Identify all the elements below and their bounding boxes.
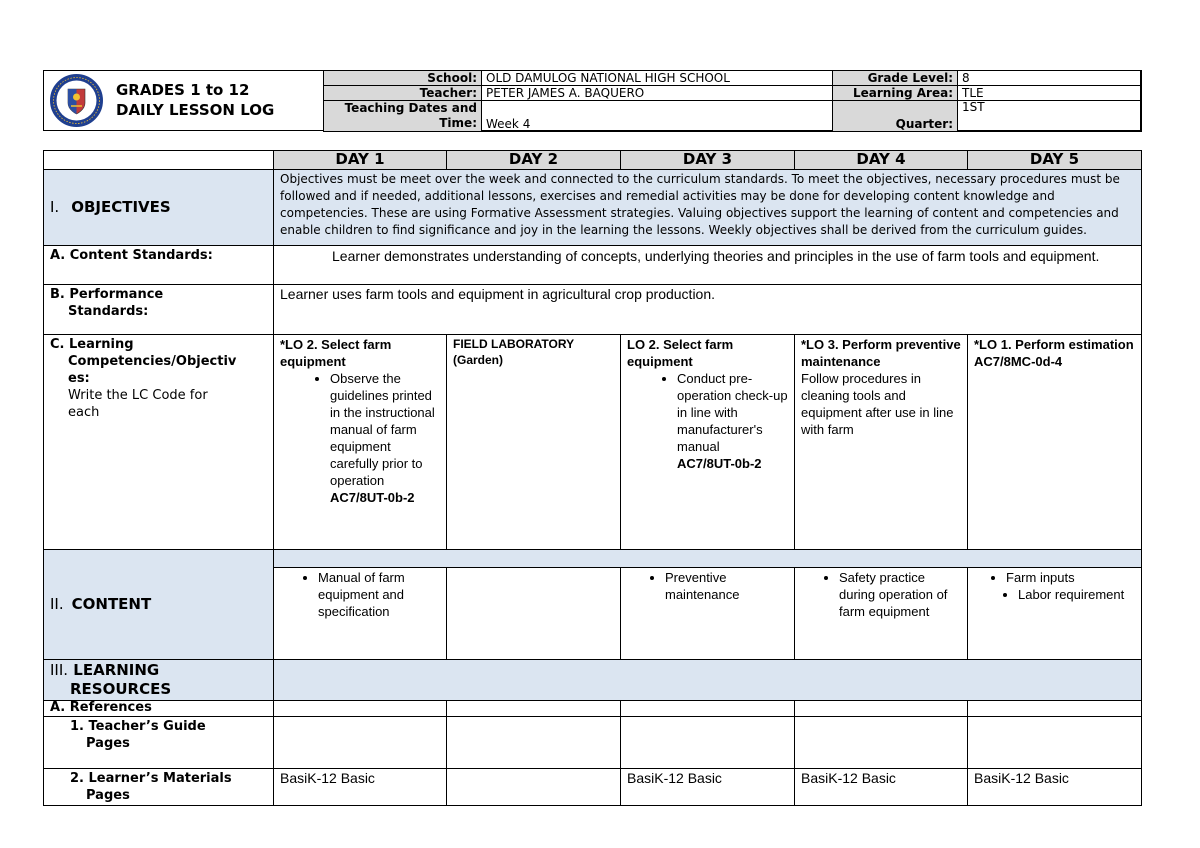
teachers-guide-day-4	[795, 717, 968, 769]
lc-day-2	[447, 335, 621, 550]
log-title	[116, 80, 274, 120]
teachers-guide-day-5	[968, 717, 1142, 769]
day-header-blank	[44, 151, 274, 170]
references-day-1	[274, 701, 447, 717]
learners-materials-day-3: BasiK-12 Basic	[621, 769, 795, 806]
references-day-3	[621, 701, 795, 717]
performance-standards-label-line1: B. Performance	[50, 287, 164, 302]
teacher-label: Teacher:	[324, 86, 482, 101]
lc-day-5	[968, 335, 1142, 550]
learning-competencies-row	[44, 335, 1142, 550]
content-day-5-item-a: • Farm inputs	[1006, 569, 1135, 586]
grade-level-label: Grade Level:	[833, 71, 958, 86]
header-info-table	[323, 70, 1142, 132]
performance-standards-text: Learner uses farm tools and equipment in agricultural crop production.	[274, 285, 1142, 335]
learners-materials-label	[44, 769, 274, 806]
content-day-4	[795, 568, 968, 660]
learning-resources-num: III.	[50, 661, 69, 679]
lc-day-1-title: *LO 2. Select farm equipment	[280, 337, 392, 369]
teachers-guide-label	[44, 717, 274, 769]
learners-materials-day-5: BasiK-12 Basic	[968, 769, 1142, 806]
performance-standards-label	[44, 285, 274, 335]
teaching-dates-label-line2: Time:	[439, 116, 477, 130]
content-day-4-list	[801, 569, 961, 620]
content-day-5-item-b: • Labor requirement	[1018, 586, 1135, 603]
day-2-header: DAY 2	[447, 151, 621, 170]
learners-materials-row	[44, 769, 1142, 806]
performance-standards-label-line2: Standards:	[68, 304, 149, 319]
teaching-dates-label-line1: Teaching Dates and	[344, 101, 477, 115]
learning-competencies-label-line4: Write the LC Code for	[68, 388, 208, 403]
references-day-2	[447, 701, 621, 717]
lc-day-4	[795, 335, 968, 550]
day-3-header: DAY 3	[621, 151, 795, 170]
teaching-dates-label	[324, 101, 482, 132]
quarter-value: 1ST	[958, 101, 1142, 132]
content-day-4-item: • Safety practice during operation of farm equipment	[839, 569, 961, 620]
objectives-label	[44, 170, 274, 246]
lc-day-5-title: *LO 1. Perform estimation	[974, 337, 1134, 352]
lc-day-1	[274, 335, 447, 550]
lc-day-3-bullet	[677, 370, 788, 472]
objectives-num: I.	[50, 198, 60, 216]
teachers-guide-day-3	[621, 717, 795, 769]
teachers-guide-day-1	[274, 717, 447, 769]
content-day-1-list	[280, 569, 440, 620]
learners-materials-day-1: BasiK-12 Basic	[274, 769, 447, 806]
lc-day-4-text: Follow procedures in cleaning tools and equipment after use in line with farm	[801, 371, 954, 437]
content-day-5-sublist	[974, 586, 1135, 603]
lc-day-1-bullet-text: Observe the guidelines printed in the instructional manual of farm equipment carefully prior to operation	[330, 371, 435, 488]
content-day-3-list	[627, 569, 788, 603]
learning-competencies-label	[44, 335, 274, 550]
content-title: CONTENT	[71, 595, 152, 613]
objectives-note: Objectives must be meet over the week and connected to the curriculum standards. To meet the objectives, necessary procedures must be followed and if needed, additional lessons, exercises and remedial activities may be done for developing content knowledge and competencies. These are using Formative Assessment strategies. Valuing objectives support the learning of content and competencies and enable children to find significance and joy in the learning the lessons. Weekly objectives shall be derived from the curriculum guides.	[274, 170, 1142, 246]
lc-day-3-title: LO 2. Select farm equipment	[627, 337, 734, 369]
content-num: II.	[50, 595, 64, 613]
teachers-guide-label-line1: 1. Teacher’s Guide	[70, 719, 206, 734]
references-row	[44, 701, 1142, 717]
learning-resources-label	[44, 660, 274, 701]
learning-resources-shade	[274, 660, 1142, 701]
content-shade-bar	[274, 550, 1142, 568]
content-day-3-item: • Preventive maintenance	[665, 569, 788, 603]
learning-area-value: TLE	[958, 86, 1142, 101]
learning-area-label: Learning Area:	[833, 86, 958, 101]
objectives-row	[44, 170, 1142, 246]
learning-competencies-label-line2: Competencies/Objectiv	[68, 354, 237, 369]
day-header-row	[44, 151, 1142, 170]
references-day-5	[968, 701, 1142, 717]
content-day-5	[968, 568, 1142, 660]
lc-day-1-code: AC7/8UT-0b-2	[330, 490, 415, 505]
learning-competencies-label-line5: each	[68, 405, 100, 420]
objectives-title: OBJECTIVES	[71, 198, 171, 216]
lc-day-3-bullet-text: Conduct pre-operation check-up in line with manufacturer's manual	[677, 371, 788, 454]
learning-resources-row	[44, 660, 1142, 701]
log-title-line1: GRADES 1 to 12	[116, 81, 250, 99]
lc-day-5-code: AC7/8MC-0d-4	[974, 354, 1063, 369]
content-day-2	[447, 568, 621, 660]
lc-day-2-title: FIELD LABORATORY (Garden)	[453, 337, 574, 367]
day-1-header: DAY 1	[274, 151, 447, 170]
lc-day-3	[621, 335, 795, 550]
log-title-line2: DAILY LESSON LOG	[116, 101, 275, 119]
school-label: School:	[324, 71, 482, 86]
learning-competencies-label-line3: es:	[68, 371, 90, 386]
content-label	[44, 550, 274, 660]
content-standards-text: Learner demonstrates understanding of concepts, underlying theories and principles in the use of farm tools and equipment.	[274, 246, 1142, 285]
day-5-header: DAY 5	[968, 151, 1142, 170]
lc-day-4-title: *LO 3. Perform preventive maintenance	[801, 337, 961, 369]
content-standards-label: A. Content Standards:	[44, 246, 274, 285]
teacher-value: PETER JAMES A. BAQUERO	[482, 86, 833, 101]
lc-day-1-list	[280, 370, 440, 506]
learners-materials-label-line1: 2. Learner’s Materials	[70, 771, 232, 786]
content-day-1	[274, 568, 447, 660]
references-label: A. References	[44, 701, 274, 717]
lc-day-3-code: AC7/8UT-0b-2	[677, 456, 762, 471]
lc-day-3-list	[627, 370, 788, 472]
learning-resources-title-line1: LEARNING	[73, 661, 160, 679]
quarter-label: Quarter:	[833, 101, 958, 132]
content-day-5-list	[974, 569, 1135, 586]
content-day-3	[621, 568, 795, 660]
content-standards-row	[44, 246, 1142, 285]
teachers-guide-row	[44, 717, 1142, 769]
teaching-dates-value: Week 4	[482, 101, 833, 132]
deped-seal-icon	[49, 73, 104, 128]
lc-day-1-bullet	[330, 370, 440, 506]
learners-materials-label-line2: Pages	[86, 788, 130, 803]
learners-materials-day-4: BasiK-12 Basic	[795, 769, 968, 806]
references-day-4	[795, 701, 968, 717]
learning-resources-title-line2: RESOURCES	[70, 680, 172, 698]
performance-standards-row	[44, 285, 1142, 335]
learners-materials-day-2	[447, 769, 621, 806]
school-value: OLD DAMULOG NATIONAL HIGH SCHOOL	[482, 71, 833, 86]
teachers-guide-day-2	[447, 717, 621, 769]
lesson-log-table	[43, 150, 1142, 806]
content-day-1-item: • Manual of farm equipment and specification	[318, 569, 440, 620]
learning-competencies-label-line1: C. Learning	[50, 337, 134, 352]
grade-level-value: 8	[958, 71, 1142, 86]
day-4-header: DAY 4	[795, 151, 968, 170]
teachers-guide-label-line2: Pages	[86, 736, 130, 751]
content-shade-row	[44, 550, 1142, 568]
